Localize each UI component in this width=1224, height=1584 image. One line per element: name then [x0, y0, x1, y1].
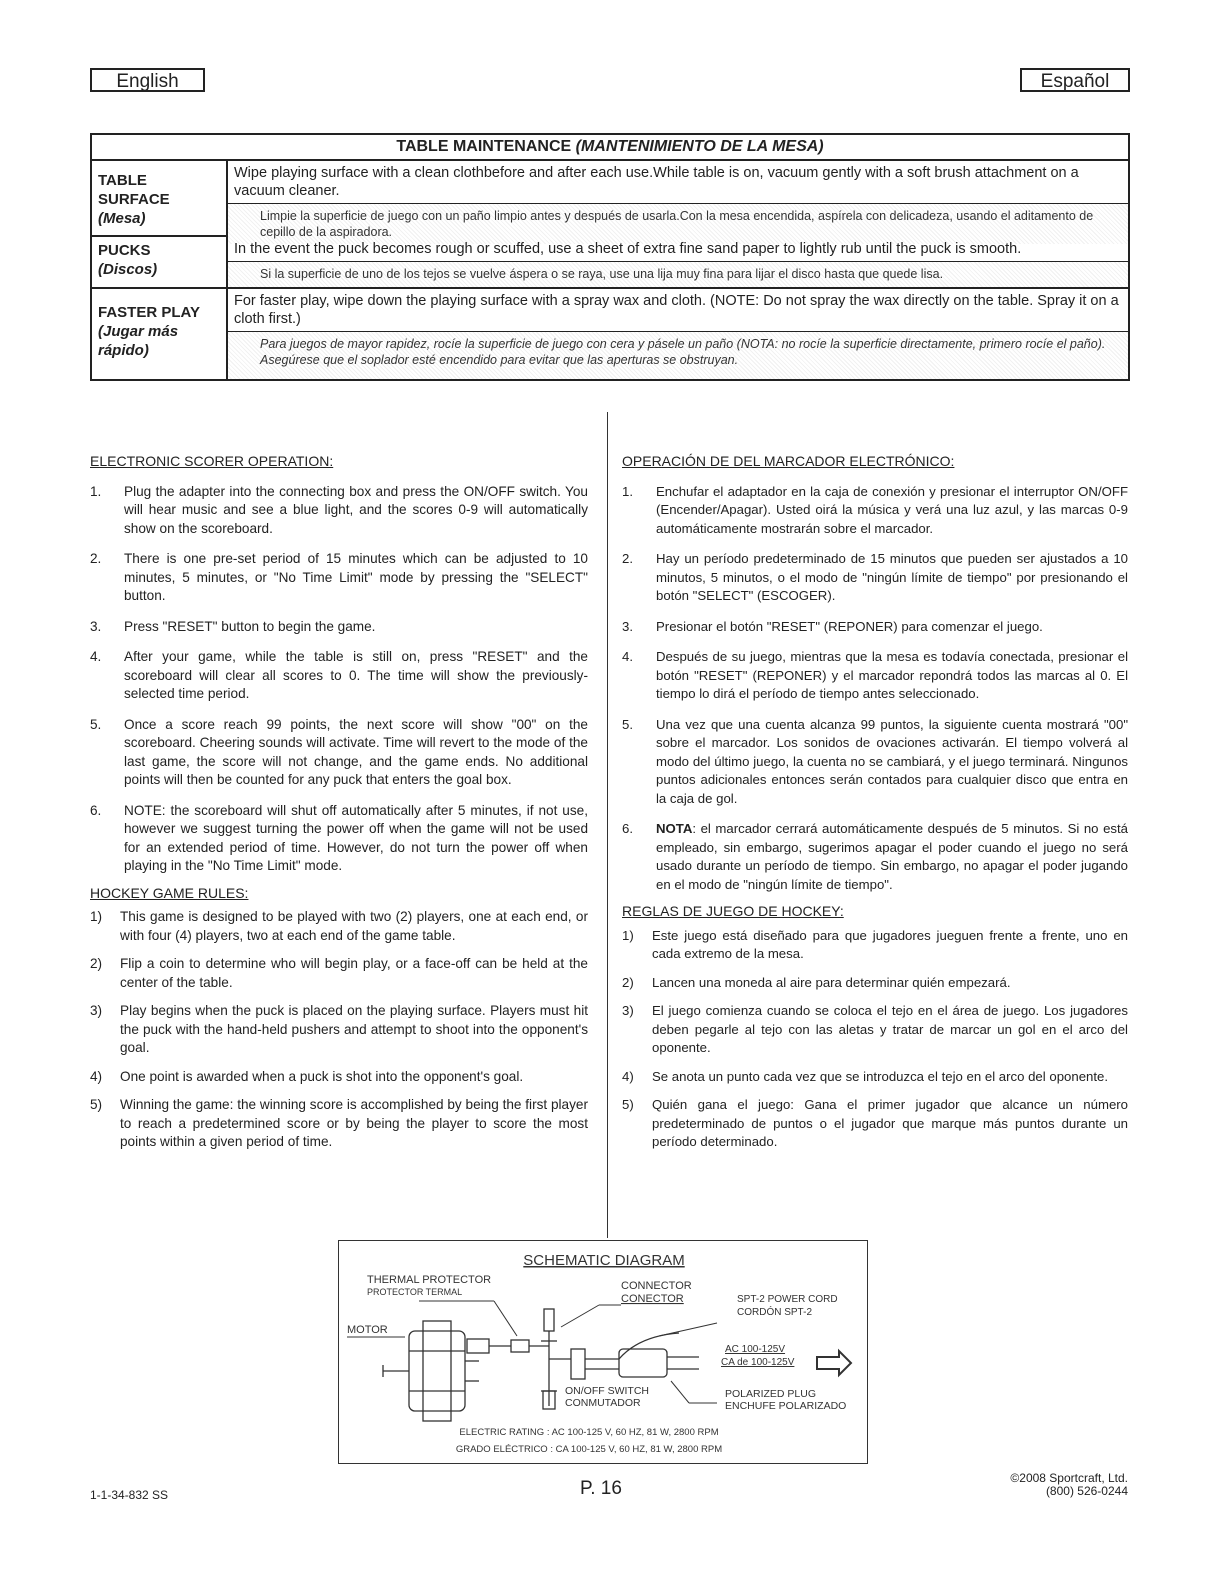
- scorer-list-en: [90, 483, 588, 876]
- plug-label-en: POLARIZED PLUG: [725, 1388, 817, 1400]
- list-item: 3) El juego comienza cuando se coloca el tejo en el área de juego. Los jugadores deben pegarle al tejo con las aletas y tratar de marcar un gol en el arco del oponente.: [622, 1003, 1128, 1055]
- leader-lines: [347, 1301, 717, 1403]
- maintenance-row-pucks: [92, 237, 1128, 289]
- list-item: 3) Play begins when the puck is placed on the playing surface. Players must hit the puck with the hand-held pushers and attempt to shoot into the opponent's goal.: [90, 1003, 588, 1055]
- switch-label-es: CONMUTADOR: [565, 1397, 641, 1409]
- row-text-es: Limpie la superficie de juego con un paño limpio antes y después de usarla.Con la mesa encendida, aspírela con delicadeza, usando el aditamento de cepillo de la aspiradora.: [228, 204, 1128, 244]
- scorer-heading-en: ELECTRONIC SCORER OPERATION:: [90, 453, 334, 469]
- connector-label-en: CONNECTOR: [621, 1280, 692, 1292]
- list-item: 1) Este juego está diseñado para que jugadores jueguen frente a frente, uno en cada extremo de la mesa.: [622, 927, 1128, 961]
- cord-label-es: CORDÓN SPT-2: [737, 1307, 813, 1318]
- ac-label-es: CA de 100-125V: [721, 1357, 795, 1368]
- schematic-diagram: [338, 1240, 868, 1464]
- ac-label-en: AC 100-125V: [725, 1344, 786, 1355]
- english-column: [90, 452, 588, 1162]
- copyright-block: ©2008 Sportcraft, Ltd. (800) 526-0244: [1010, 1471, 1128, 1498]
- list-item: 5) Winning the game: the winning score is accomplished by being the first player to reach a predetermined score or by being the player to score the most points within a given period of time.: [90, 1097, 588, 1149]
- thermal-label-es: PROTECTOR TERMAL: [367, 1287, 463, 1297]
- list-item: 5) Quién gana el juego: Gana el primer jugador que alcance un número predeterminado de puntos o el jugador que marque más puntos durante un período determinado.: [622, 1097, 1128, 1149]
- schematic-drawing: [339, 1241, 869, 1465]
- maintenance-row-table-surface: [92, 161, 1128, 237]
- row-text-en: In the event the puck becomes rough or scuffed, use a sheet of extra fine sand paper to lightly rub until the puck is smooth.: [228, 237, 1128, 262]
- rules-list-en: [90, 908, 588, 1152]
- rules-heading-en: HOCKEY GAME RULES:: [90, 884, 249, 901]
- row-label: FASTER PLAY (Jugar más rápido): [92, 289, 228, 379]
- list-item: 4. After your game, while the table is still on, press "RESET" and the scoreboard will clear all scores to 0. The time will show the previously-selected time period.: [90, 649, 588, 701]
- scorer-heading-es: OPERACIÓN DE DEL MARCADOR ELECTRÓNICO:: [622, 453, 955, 469]
- page-number: P. 16: [580, 1478, 622, 1499]
- list-item: 5. Once a score reach 99 points, the next score will show "00" on the scoreboard. Cheering sounds will activate. Time will revert to the mode of the last game, the score will not change, and the game ends. No additional points will then be counted for any puck that enters the goal box.: [90, 716, 588, 787]
- list-item: 2. Hay un período predeterminado de 15 minutos que pueden ser ajustados a 10 minutos, 5 minutos, o el modo de "ningún límite de tiempo" por presionando el botón "SELECT" (ESCOGER).: [622, 551, 1128, 603]
- list-item: 2. There is one pre-set period of 15 minutes which can be adjusted to 10 minutes, 5 minutes, or "No Time Limit" mode by pressing the "SELECT" button.: [90, 551, 588, 603]
- list-item: 4) One point is awarded when a puck is shot into the opponent's goal.: [90, 1068, 524, 1084]
- rules-list-es: [622, 927, 1128, 1152]
- switch-label-en: ON/OFF SWITCH: [565, 1385, 649, 1397]
- list-item: 4. Después de su juego, mientras que la mesa es todavía conectada, presionar el botón "RESET" (REPONER) y el marcador repondrá todos las marcas al 0. El tiempo lo dirá el período de tiempo antes seleccionado.: [622, 649, 1128, 701]
- list-item: 1. Plug the adapter into the connecting box and press the ON/OFF switch. You will hear music and see a blue light, and the scores 0-9 will automatically show on the scoreboard.: [90, 483, 588, 536]
- thermal-label-en: THERMAL PROTECTOR: [367, 1274, 492, 1286]
- list-item: 2) Flip a coin to determine who will begin play, or a face-off can be held at the center of the table.: [90, 956, 588, 990]
- maintenance-table: [90, 133, 1130, 381]
- cord-label-en: SPT-2 POWER CORD: [737, 1294, 838, 1305]
- scorer-list-es: [622, 483, 1128, 895]
- connector-label-es: CONECTOR: [621, 1293, 684, 1305]
- row-text-en: Wipe playing surface with a clean clothbefore and after each use.While table is on, vacuum gently with a soft brush attachment on a vacuum cleaner.: [228, 161, 1128, 204]
- column-divider: [607, 412, 608, 1238]
- spanish-label: Español: [1020, 68, 1130, 92]
- row-label: PUCKS (Discos): [92, 237, 228, 287]
- schematic-title: SCHEMATIC DIAGRAM: [523, 1252, 685, 1269]
- row-label: TABLE SURFACE (Mesa): [92, 161, 228, 235]
- list-item: 4) Se anota un punto cada vez que se introduzca el tejo en el arco del oponente.: [622, 1068, 1109, 1084]
- spanish-column: [622, 452, 1128, 1162]
- maintenance-title: TABLE MAINTENANCE (MANTENIMIENTO DE LA MESA): [92, 135, 1128, 161]
- list-item: 3. Press "RESET" button to begin the game.: [90, 618, 376, 634]
- arrow-right-icon: [817, 1351, 851, 1375]
- english-label: English: [90, 68, 205, 92]
- part-number: 1-1-34-832 SS: [90, 1488, 169, 1502]
- row-text-es: Si la superficie de uno de los tejos se vuelve áspera o se raya, use una lija muy fina para lijar el disco hasta que quede lisa.: [228, 262, 1128, 287]
- plug-label-es: ENCHUFE POLARIZADO: [725, 1400, 847, 1412]
- list-item: 6. NOTE: the scoreboard will shut off automatically after 5 minutes, if not use, however we suggest turning the power off when the game will not be used for an extended period of time. However, do not turn the power off when playing in the "No Time Limit" mode.: [90, 802, 588, 873]
- list-item: 1) This game is designed to be played with two (2) players, one at each end, or with four (4) players, two at each end of the game table.: [90, 909, 588, 943]
- row-text-en: For faster play, wipe down the playing surface with a spray wax and cloth. (NOTE: Do not spray the wax directly on the table. Spray it on a cloth first.): [228, 289, 1128, 332]
- list-item: 6. NOTA: el marcador cerrará automáticamente después de 5 minutos. Si no está empleado, sin embargo, sugerimos apagar el poder cuando el juego no será usado durante un período de tiempo. Sin embargo, no apagar el poder jugando en el modo de "ningún límite de tiempo".: [622, 821, 1128, 892]
- rating-label-en: ELECTRIC RATING : AC 100-125 V, 60 HZ, 81 W, 2800 RPM: [459, 1427, 719, 1438]
- list-item: 1. Enchufar el adaptador en la caja de conexión y presionar el interruptor ON/OFF (Encender/Apagar). Usted oirá la música y verá una luz azul, y las marcas 0-9 automáticamente mostrarán sobre el marcador.: [622, 483, 1128, 536]
- row-text-es: Para juegos de mayor rapidez, rocíe la superficie de juego con cera y pásele un paño (NOTA: no rocíe la superficie directamente, primero rocíe el paño). Asegúrese que el soplador esté encendido para evitar que las aperturas se obstruyan.: [228, 332, 1128, 379]
- rules-heading-es: REGLAS DE JUEGO DE HOCKEY:: [622, 903, 844, 919]
- list-item: 5. Una vez que una cuenta alcanza 99 puntos, la siguiente cuenta mostrará "00" sobre el marcador. Los sonidos de ovaciones activarán. El tiempo volverá al modo del último juego, la cuenta no se cambiará, y el juego terminará. Ningunos puntos adicionales entonces serán contados para cualquier disco que entra en la caja de gol.: [622, 716, 1128, 806]
- maintenance-row-faster-play: [92, 289, 1128, 379]
- motor-icon: [383, 1321, 479, 1421]
- motor-label: MOTOR: [347, 1324, 388, 1336]
- list-item: 2) Lancen una moneda al aire para determinar quién empezará.: [622, 974, 1011, 990]
- rating-label-es: GRADO ELÉCTRICO : CA 100-125 V, 60 HZ, 81 W, 2800 RPM: [455, 1444, 723, 1455]
- list-item: 3. Presionar el botón "RESET" (REPONER) para comenzar el juego.: [622, 618, 1043, 634]
